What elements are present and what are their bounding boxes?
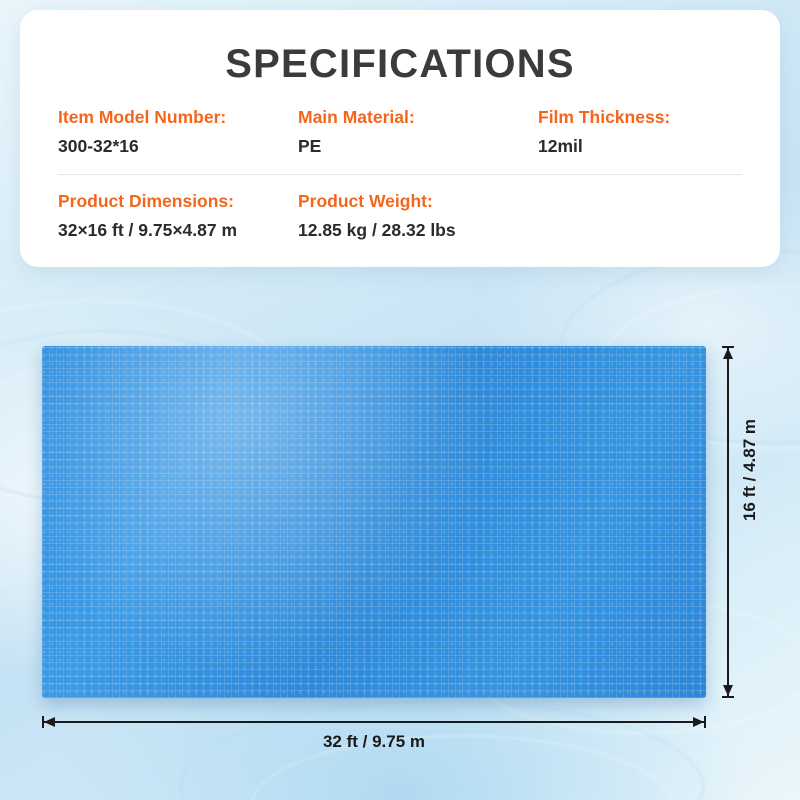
spec-value: 32×16 ft / 9.75×4.87 m bbox=[58, 220, 238, 240]
spec-value: 12mil bbox=[538, 136, 583, 157]
spec-value: PE bbox=[298, 136, 322, 157]
solar-pool-cover-image bbox=[42, 346, 706, 698]
height-dimension-label: 16 ft / 4.87 m bbox=[740, 418, 759, 522]
width-dimension-label: 32 ft / 9.75 m bbox=[322, 732, 426, 751]
arrow-down-icon bbox=[723, 685, 733, 696]
spec-label: Item Model Number: bbox=[58, 107, 227, 127]
spec-cell-empty bbox=[538, 189, 778, 244]
spec-item-film-thickness bbox=[538, 105, 778, 160]
spec-item-product-weight bbox=[298, 189, 538, 244]
specifications-card bbox=[20, 10, 780, 267]
spec-item-model-number bbox=[58, 105, 298, 160]
spec-item-product-dimensions bbox=[58, 189, 298, 244]
spec-label: Product Weight: bbox=[298, 190, 433, 211]
arrow-left-icon bbox=[44, 717, 55, 727]
product-illustration bbox=[0, 330, 800, 760]
spec-label: Main Material: bbox=[298, 107, 415, 127]
spec-value: 300-32*16 bbox=[58, 136, 139, 157]
spec-label: Film Thickness: bbox=[538, 107, 671, 127]
arrow-up-icon bbox=[723, 348, 733, 359]
spec-row-1 bbox=[20, 105, 780, 174]
spec-item-main-material bbox=[298, 105, 538, 160]
page-title: SPECIFICATIONS bbox=[225, 42, 575, 86]
arrow-right-icon bbox=[693, 717, 704, 727]
spec-value: 12.85 kg / 28.32 lbs bbox=[298, 220, 456, 240]
spec-row-2 bbox=[20, 175, 780, 244]
spec-label: Product Dimensions: bbox=[58, 190, 234, 211]
height-dimension-line bbox=[722, 346, 734, 698]
width-dimension-line bbox=[42, 716, 706, 728]
